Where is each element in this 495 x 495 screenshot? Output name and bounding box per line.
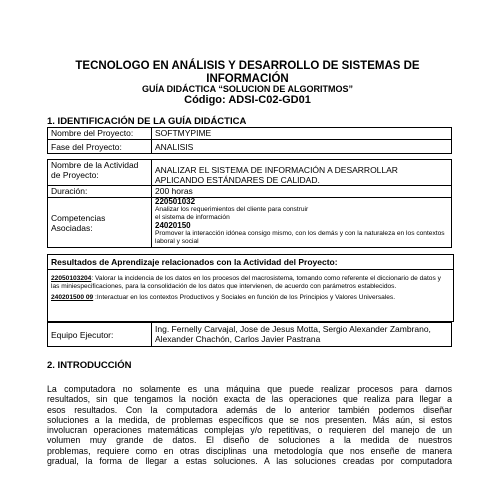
competencies-cell <box>152 198 452 248</box>
paragraph-line: gradual, la forma de llegar a estas soluciones. A las soluciones creadas por computadora <box>47 456 452 467</box>
activity-label: Nombre de la Actividad de Proyecto: <box>48 160 152 186</box>
results-box <box>47 254 454 322</box>
table-row <box>48 140 452 154</box>
result-code: 22050103204 <box>51 275 92 282</box>
activity-table <box>47 159 452 248</box>
table-row <box>48 186 452 198</box>
paragraph-line: resultados, sin que tengamos la noción exacta de las operaciones que realiza para llegar a <box>47 394 452 405</box>
section2-heading: 2. INTRODUCCIÓN <box>47 360 132 371</box>
result-text: :Interactuar en los contextos Productivos y Sociales en función de los Principios y Valores Universales. <box>93 294 396 301</box>
document-code: Código: ADSI-C02-GD01 <box>184 94 311 106</box>
result-code: 240201500 09 <box>51 294 94 301</box>
table-row <box>48 323 452 347</box>
activity-value: ANALIZAR EL SISTEMA DE INFORMACIÓN A DESARROLLAR APLICANDO ESTÁNDARES DE CALIDAD. <box>152 160 452 186</box>
competency-code: 220501032 <box>155 197 196 206</box>
table-row <box>48 128 452 140</box>
competency-text: Promover la interacción idónea consigo mismo, con los demás y con la naturaleza en los contextos laboral y social <box>155 230 445 245</box>
team-label: Equipo Ejecutor: <box>48 323 152 347</box>
duration-label: Duración: <box>48 186 152 198</box>
duration-value: 200 horas <box>152 186 452 198</box>
paragraph-line: volumen muy grande de datos. El diseño de soluciones a la medida de nuestros <box>47 435 452 446</box>
table-row <box>48 160 452 186</box>
document-subtitle: GUÍA DIDÁCTICA “SOLUCION DE ALGORITMOS” <box>142 84 353 94</box>
project-name-label: Nombre del Proyecto: <box>48 128 152 140</box>
paragraph-line: problemas, requiere como en otras disciplinas una metodología que nos enseñe de manera <box>47 445 452 456</box>
team-table <box>47 322 452 347</box>
introduction-paragraph <box>47 384 452 466</box>
section1-heading: 1. IDENTIFICACIÓN DE LA GUÍA DIDÁCTICA <box>47 116 247 127</box>
project-phase-label: Fase del Proyecto: <box>48 140 152 154</box>
paragraph-line: soluciones a la medida, de problemas específicos que se nos presenten. Más aún, si estos <box>47 414 452 425</box>
document-title: TECNOLOGO EN ANÁLISIS Y DESARROLLO DE SISTEMAS DE INFORMACIÓN <box>75 60 420 85</box>
competency-code: 24020150 <box>155 221 191 230</box>
result-item <box>48 270 453 291</box>
project-phase-value: ANALISIS <box>152 140 452 154</box>
team-value: Ing. Fernelly Carvajal, Jose de Jesus Motta, Sergio Alexander Zambrano, Alexander Chachón, Carlos Javier Pastrana <box>152 323 452 347</box>
competencies-label: Competencias Asociadas: <box>48 198 152 248</box>
project-name-value: SOFTMYPIME <box>152 128 452 140</box>
competency-text: Analizar los requerimientos del cliente para construir el sistema de información <box>155 206 309 221</box>
result-text: : Valorar la incidencia de los datos en los procesos del macrosistema, tomando como referente el diccionario de datos y las miniespecificaciones, para la consolidación de los datos que intervienen, de acuerdo con parámetros establecidos. <box>51 275 441 290</box>
result-item <box>48 291 453 302</box>
project-table <box>47 127 452 154</box>
paragraph-line: La computadora no solamente es una máquina que puede realizar procesos para darnos <box>47 384 452 394</box>
table-row <box>48 198 452 248</box>
paragraph-line: involucran operaciones matemáticas complejas y/o repetitivas, o requieren del manejo de un <box>47 425 452 436</box>
paragraph-line: esos resultados. Con la computadora además de lo anterior también podemos diseñar <box>47 404 452 415</box>
results-heading: Resultados de Aprendizaje relacionados con la Actividad del Proyecto: <box>51 257 338 267</box>
